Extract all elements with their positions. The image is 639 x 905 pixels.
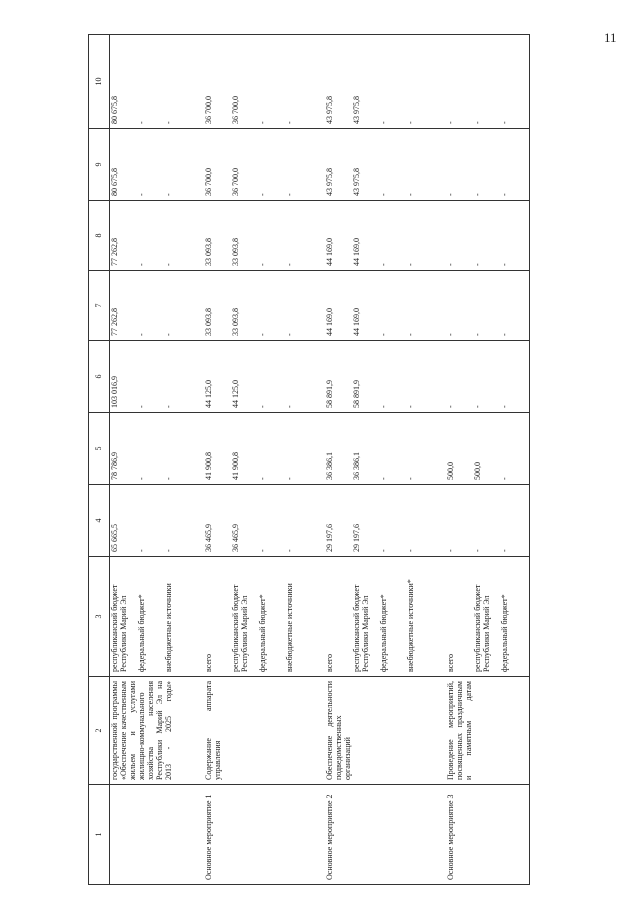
amount-value: 36 465,9 bbox=[204, 524, 213, 552]
year-8-cell bbox=[110, 201, 194, 271]
amount-value: 43 975,8 bbox=[352, 168, 361, 196]
table-row bbox=[314, 35, 435, 885]
activity-name-cell: Основное мероприятие 3 bbox=[435, 785, 530, 885]
amount-value: - bbox=[406, 477, 415, 480]
header-cell-5: 5 bbox=[89, 413, 110, 485]
amount-value: - bbox=[473, 405, 482, 408]
activity-description-cell: Проведение мероприятий, посвященных праздничным и памятным датам bbox=[435, 677, 530, 785]
funding-sources-cell bbox=[193, 557, 314, 677]
rotated-table-wrapper bbox=[88, 35, 639, 885]
amount-value: - bbox=[473, 193, 482, 196]
table-row bbox=[435, 35, 530, 885]
year-10-cell bbox=[110, 35, 194, 129]
amount-value: 36 700,0 bbox=[231, 96, 240, 124]
amount-value: 77 262,8 bbox=[110, 308, 119, 336]
amount-value: 41 900,8 bbox=[204, 452, 213, 480]
budget-table bbox=[88, 34, 530, 885]
amount-value: - bbox=[379, 263, 388, 266]
amount-value: 36 386,1 bbox=[325, 452, 334, 480]
amount-value: 77 262,8 bbox=[110, 238, 119, 266]
amount-value: - bbox=[258, 405, 267, 408]
activity-description-cell: Обеспечение деятельности подведомственных организаций bbox=[314, 677, 435, 785]
amount-value: - bbox=[285, 333, 294, 336]
activity-description-cell: Содержание аппарата управления bbox=[193, 677, 314, 785]
amount-value: 44 125,0 bbox=[204, 380, 213, 408]
amount-value: - bbox=[473, 121, 482, 124]
table-row bbox=[110, 35, 194, 885]
amount-value: 36 465,9 bbox=[231, 524, 240, 552]
amount-value: 44 169,0 bbox=[352, 308, 361, 336]
amount-value: 78 786,9 bbox=[110, 452, 119, 480]
year-5-cell bbox=[435, 413, 530, 485]
amount-value: - bbox=[164, 405, 173, 408]
amount-value: - bbox=[379, 477, 388, 480]
year-8-cell bbox=[193, 201, 314, 271]
year-7-cell bbox=[110, 271, 194, 341]
amount-value: - bbox=[446, 333, 455, 336]
year-6-cell bbox=[110, 341, 194, 413]
amount-value: - bbox=[473, 333, 482, 336]
header-cell-4: 4 bbox=[89, 485, 110, 557]
funding-source: республиканский бюджет Республики Марий Эл bbox=[110, 584, 128, 672]
amount-value: - bbox=[406, 193, 415, 196]
year-9-cell bbox=[314, 129, 435, 201]
funding-source: федеральный бюджет* bbox=[137, 594, 146, 672]
year-7-cell bbox=[193, 271, 314, 341]
amount-value: - bbox=[406, 121, 415, 124]
funding-source: республиканский бюджет Республики Марий Эл bbox=[473, 584, 491, 672]
header-cell-9: 9 bbox=[89, 129, 110, 201]
amount-value: - bbox=[258, 477, 267, 480]
amount-value: - bbox=[446, 193, 455, 196]
amount-value: - bbox=[285, 549, 294, 552]
amount-value: 36 700,0 bbox=[231, 168, 240, 196]
amount-value: - bbox=[406, 549, 415, 552]
amount-value: 33 093,8 bbox=[231, 308, 240, 336]
amount-value: - bbox=[137, 333, 146, 336]
activity-description-cell: государственной программы «Обеспечение качественным жильем и услугами жилищно-коммунального хозяйства населения Республики Марий Эл на 2013 - 2025 годы» bbox=[110, 677, 194, 785]
amount-value: 500,0 bbox=[473, 462, 482, 480]
amount-value: - bbox=[500, 405, 509, 408]
page-number: 11 bbox=[604, 30, 617, 45]
amount-value: 43 975,8 bbox=[352, 96, 361, 124]
year-9-cell bbox=[435, 129, 530, 201]
funding-source: всего bbox=[446, 653, 455, 672]
amount-value: - bbox=[406, 405, 415, 408]
amount-value: 65 665,5 bbox=[110, 524, 119, 552]
amount-value: - bbox=[406, 333, 415, 336]
amount-value: - bbox=[137, 193, 146, 196]
amount-value: - bbox=[379, 193, 388, 196]
funding-source: внебюджетные источники bbox=[164, 583, 173, 672]
amount-value: - bbox=[258, 549, 267, 552]
funding-source: федеральный бюджет* bbox=[379, 594, 388, 672]
amount-value: - bbox=[164, 477, 173, 480]
amount-value: - bbox=[379, 405, 388, 408]
funding-source: внебюджетные источники* bbox=[406, 579, 415, 672]
header-cell-10: 10 bbox=[89, 35, 110, 129]
amount-value: 33 093,8 bbox=[231, 238, 240, 266]
amount-value: - bbox=[446, 263, 455, 266]
year-4-cell bbox=[110, 485, 194, 557]
year-10-cell bbox=[193, 35, 314, 129]
header-cell-2: 2 bbox=[89, 677, 110, 785]
header-cell-3: 3 bbox=[89, 557, 110, 677]
year-6-cell bbox=[435, 341, 530, 413]
year-5-cell bbox=[110, 413, 194, 485]
amount-value: - bbox=[258, 121, 267, 124]
amount-value: 43 975,8 bbox=[325, 168, 334, 196]
amount-value: 80 675,8 bbox=[110, 168, 119, 196]
amount-value: 33 093,8 bbox=[204, 308, 213, 336]
amount-value: 29 197,6 bbox=[325, 524, 334, 552]
year-9-cell bbox=[110, 129, 194, 201]
amount-value: - bbox=[164, 193, 173, 196]
amount-value: 80 675,8 bbox=[110, 96, 119, 124]
amount-value: - bbox=[137, 405, 146, 408]
year-4-cell bbox=[435, 485, 530, 557]
activity-name-cell: Основное мероприятие 1 bbox=[193, 785, 314, 885]
amount-value: 44 169,0 bbox=[352, 238, 361, 266]
amount-value: 44 125,0 bbox=[231, 380, 240, 408]
funding-source: федеральный бюджет* bbox=[258, 594, 267, 672]
amount-value: - bbox=[500, 121, 509, 124]
year-5-cell bbox=[314, 413, 435, 485]
amount-value: - bbox=[164, 549, 173, 552]
amount-value: 44 169,0 bbox=[325, 308, 334, 336]
amount-value: - bbox=[285, 193, 294, 196]
header-cell-1: 1 bbox=[89, 785, 110, 885]
amount-value: 58 891,9 bbox=[325, 380, 334, 408]
header-cell-6: 6 bbox=[89, 341, 110, 413]
year-8-cell bbox=[314, 201, 435, 271]
amount-value: - bbox=[285, 263, 294, 266]
amount-value: - bbox=[406, 263, 415, 266]
amount-value: - bbox=[137, 121, 146, 124]
amount-value: 36 386,1 bbox=[352, 452, 361, 480]
funding-sources-cell bbox=[435, 557, 530, 677]
amount-value: - bbox=[285, 405, 294, 408]
amount-value: - bbox=[164, 121, 173, 124]
amount-value: - bbox=[379, 549, 388, 552]
amount-value: - bbox=[258, 263, 267, 266]
amount-value: - bbox=[379, 121, 388, 124]
amount-value: 33 093,8 bbox=[204, 238, 213, 266]
amount-value: - bbox=[446, 549, 455, 552]
amount-value: 58 891,9 bbox=[352, 380, 361, 408]
year-10-cell bbox=[314, 35, 435, 129]
amount-value: 44 169,0 bbox=[325, 238, 334, 266]
activity-name-cell bbox=[110, 785, 194, 885]
funding-sources-cell bbox=[110, 557, 194, 677]
year-4-cell bbox=[193, 485, 314, 557]
funding-source: республиканский бюджет Республики Марий Эл bbox=[352, 584, 370, 672]
header-cell-8: 8 bbox=[89, 201, 110, 271]
amount-value: - bbox=[258, 333, 267, 336]
funding-source: всего bbox=[204, 653, 213, 672]
amount-value: - bbox=[500, 263, 509, 266]
header-row bbox=[89, 35, 110, 885]
year-10-cell bbox=[435, 35, 530, 129]
amount-value: - bbox=[285, 477, 294, 480]
amount-value: - bbox=[258, 193, 267, 196]
header-cell-7: 7 bbox=[89, 271, 110, 341]
amount-value: 500,0 bbox=[446, 462, 455, 480]
amount-value: - bbox=[446, 121, 455, 124]
year-4-cell bbox=[314, 485, 435, 557]
amount-value: - bbox=[500, 193, 509, 196]
amount-value: - bbox=[500, 549, 509, 552]
amount-value: - bbox=[446, 405, 455, 408]
funding-source: всего bbox=[325, 653, 334, 672]
amount-value: - bbox=[473, 549, 482, 552]
amount-value: - bbox=[137, 549, 146, 552]
amount-value: 29 197,6 bbox=[352, 524, 361, 552]
funding-sources-cell bbox=[314, 557, 435, 677]
amount-value: 36 700,0 bbox=[204, 96, 213, 124]
amount-value: - bbox=[164, 263, 173, 266]
amount-value: - bbox=[500, 477, 509, 480]
year-9-cell bbox=[193, 129, 314, 201]
funding-source: федеральный бюджет* bbox=[500, 594, 509, 672]
year-7-cell bbox=[435, 271, 530, 341]
year-7-cell bbox=[314, 271, 435, 341]
table-body bbox=[110, 35, 530, 885]
amount-value: - bbox=[137, 263, 146, 266]
amount-value: - bbox=[285, 121, 294, 124]
activity-name-cell: Основное мероприятие 2 bbox=[314, 785, 435, 885]
amount-value: - bbox=[164, 333, 173, 336]
amount-value: - bbox=[500, 333, 509, 336]
amount-value: 36 700,0 bbox=[204, 168, 213, 196]
amount-value: - bbox=[379, 333, 388, 336]
year-6-cell bbox=[193, 341, 314, 413]
amount-value: - bbox=[137, 477, 146, 480]
year-8-cell bbox=[435, 201, 530, 271]
year-5-cell bbox=[193, 413, 314, 485]
funding-source: республиканский бюджет Республики Марий Эл bbox=[231, 584, 249, 672]
amount-value: - bbox=[473, 263, 482, 266]
table-row bbox=[193, 35, 314, 885]
funding-source: внебюджетные источники bbox=[285, 583, 294, 672]
year-6-cell bbox=[314, 341, 435, 413]
amount-value: 103 016,9 bbox=[110, 376, 119, 408]
amount-value: 41 900,8 bbox=[231, 452, 240, 480]
amount-value: 43 975,8 bbox=[325, 96, 334, 124]
